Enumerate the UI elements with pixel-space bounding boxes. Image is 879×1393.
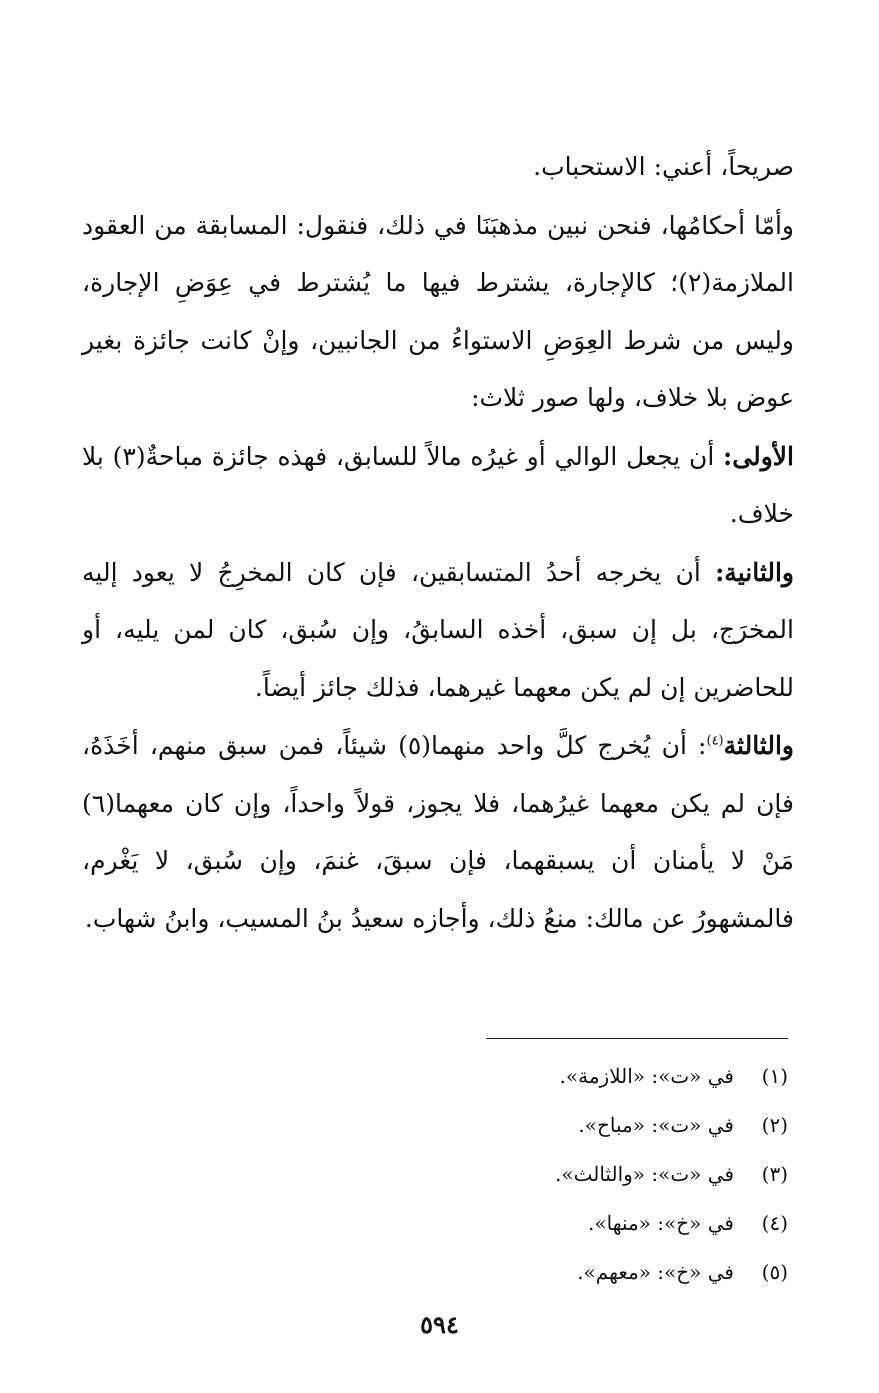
footnote-text: في «خ»: «منها». xyxy=(588,1211,734,1235)
paragraph-5 xyxy=(82,717,794,947)
footnote-number: (٢) xyxy=(761,1113,788,1137)
paragraph-text: أن يجعل الوالي أو غيرُه مالاً للسابق، فهذه جائزة مباحةٌ(٣) بلا خلاف. xyxy=(82,441,794,528)
footnote-number: (٣) xyxy=(761,1162,788,1186)
paragraph-text: وأمّا أحكامُها، فنحن نبين مذهبَنَا في ذلك، فنقول: المسابقة من العقود الملازمة(٢)؛ كالإجارة، يشترط فيها ما يُشترط في عِوَضِ الإجارة، وليس من شرط العِوَضِ الاستواءُ من الجانبين، وإنْ كانت جائزة بغير عوض بلا خلاف، ولها صور ثلاث: xyxy=(82,210,794,412)
paragraph-lead: والثالثة xyxy=(723,731,794,760)
footnote-5 xyxy=(440,1248,788,1297)
page-body xyxy=(82,138,794,948)
footnote-1 xyxy=(440,1052,788,1101)
footnote-2 xyxy=(440,1101,788,1150)
footnote-marker: (٤) xyxy=(706,733,724,749)
paragraph-1 xyxy=(82,138,794,196)
footnote-number: (١) xyxy=(761,1064,788,1088)
footnote-text: في «ت»: «والثالث». xyxy=(555,1162,734,1186)
paragraph-lead: والثانية: xyxy=(715,557,794,587)
paragraph-text: أن يخرجه أحدُ المتسابقين، فإن كان المخرِجُ لا يعود إليه المخرَج، بل إن سبق، أخذه السابقُ، وإن سُبق، كان لمن يليه، أو للحاضرين إن لم يكن معهما غيرهما، فذلك جائز أيضاً. xyxy=(82,557,794,702)
footnote-text: في «خ»: «معهم». xyxy=(577,1260,734,1284)
footnote-3 xyxy=(440,1150,788,1199)
footnote-4 xyxy=(440,1199,788,1248)
paragraph-2 xyxy=(82,197,794,427)
footnote-number: (٥) xyxy=(761,1260,788,1284)
footnote-divider xyxy=(486,1038,788,1039)
footnote-text: في «ت»: «مباح». xyxy=(578,1113,734,1137)
paragraph-4 xyxy=(82,544,794,717)
footnote-number: (٤) xyxy=(761,1211,788,1235)
page-number: ٥٩٤ xyxy=(420,1310,459,1339)
paragraph-text: صريحاً، أعني: الاستحباب. xyxy=(533,152,794,181)
footnotes xyxy=(440,1052,788,1297)
footnote-text: في «ت»: «اللازمة». xyxy=(559,1064,734,1088)
paragraph-3 xyxy=(82,428,794,543)
paragraph-lead: الأولى: xyxy=(723,441,794,471)
paragraph-text: : أن يُخرج كلَّ واحد منهما(٥) شيئاً، فمن سبق منهم، أخَذَهُ، فإن لم يكن معهما غيرُهما، فلا يجوز، قولاً واحداً، وإن كان معهما(٦) مَنْ لا يأمنان أن يسبقهما، فإن سبقَ، غنمَ، وإن سُبق، لا يَغْرم، فالمشهورُ عن مالك: منعُ ذلك، وأجازه سعيدُ بنُ المسيب، وابنُ شهاب. xyxy=(82,731,794,933)
